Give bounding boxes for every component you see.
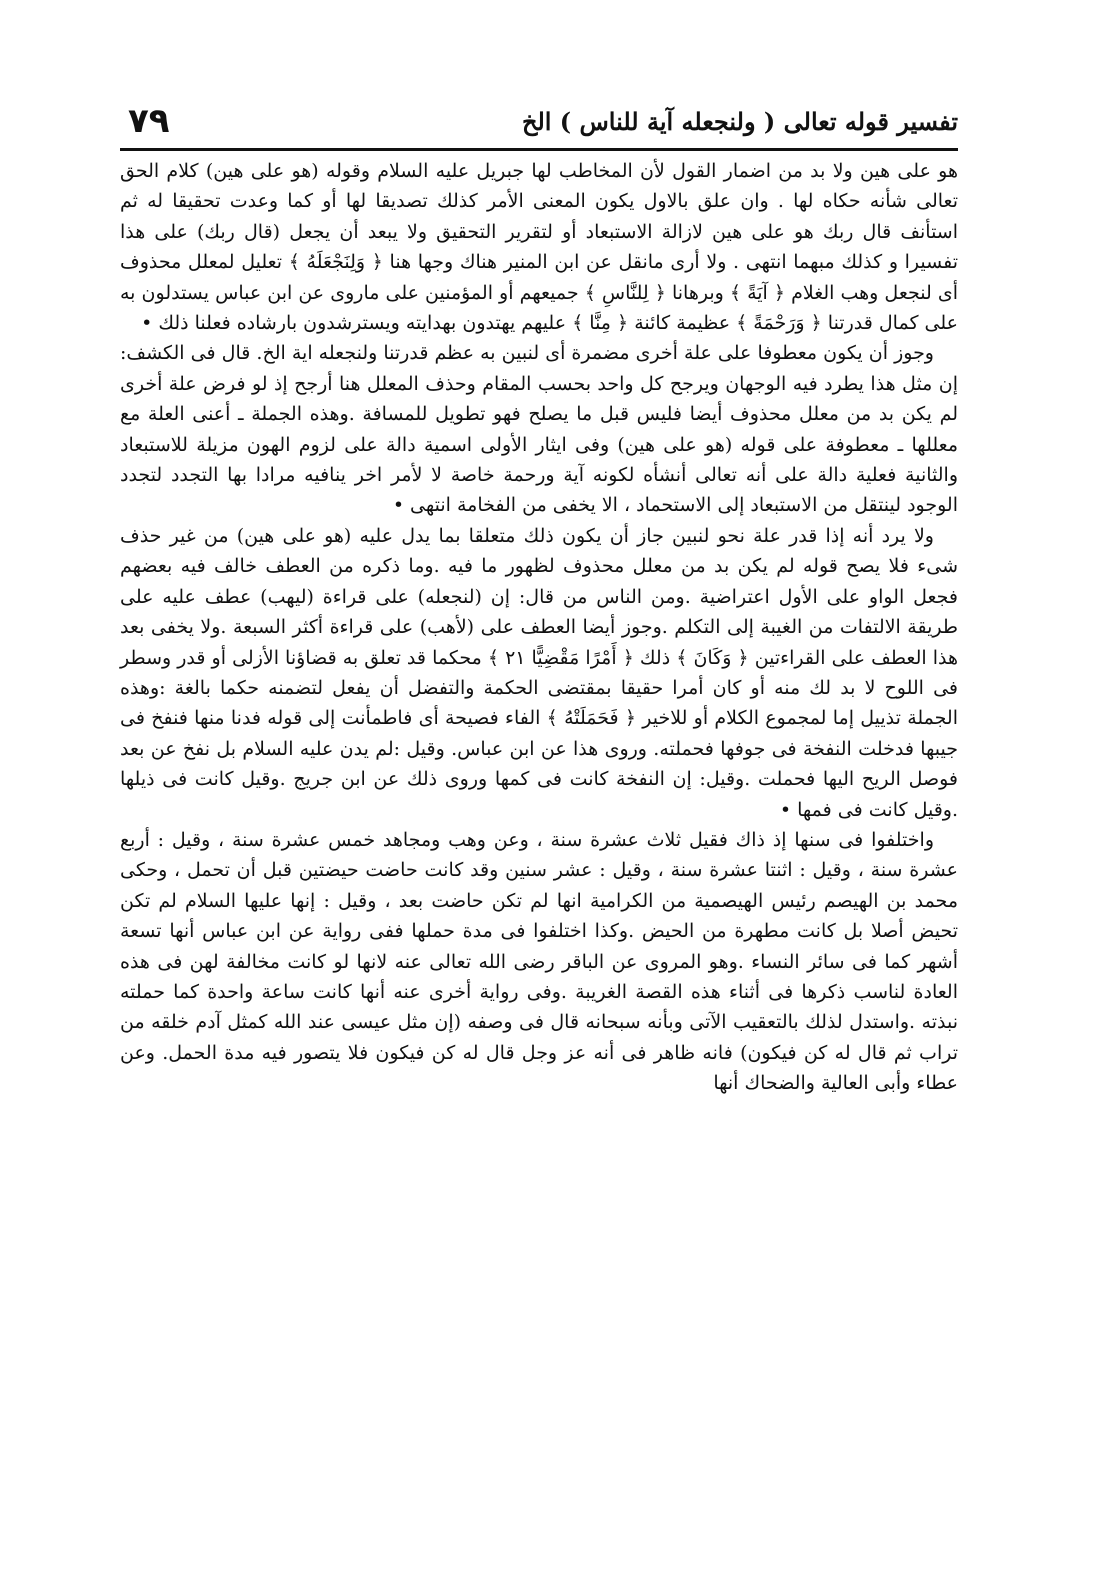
header-rule [120, 148, 958, 151]
page-header [128, 100, 958, 142]
paragraph-2: وجوز أن يكون معطوفا على علة أخرى مضمرة أى لنبين به عظم قدرتنا ولنجعله اية الخ. قال فى الكشف: إن مثل هذا يطرد فيه الوجهان ويرجح كل واحد بحسب المقام وحذف المعلل هنا أرجح إذ لو فرض علة أخرى لم يكن بد من معلل محذوف أيضا فليس قبل ما يصلح فهو تطويل للمسافة .وهذه الجملة ـ أعنى العلة مع معللها ـ معطوفة على قوله (هو على هين) وفى ايثار الأولى اسمية دالة على لزوم الهون مزيلة للاستبعاد والثانية فعلية دالة على أنه تعالى أنشأه لكونه آية ورحمة خاصة لا لأمر اخر ينافيه مرادا بها التجدد لتجدد الوجود لينتقل من الاستبعاد إلى الاستحماد ، الا يخفى من الفخامة انتهى • [120, 342, 958, 517]
running-title: تفسير قوله تعالى ( ولنجعله آية للناس ) الخ [521, 107, 958, 136]
body-text [120, 156, 958, 1099]
page-number: ٧٩ [128, 101, 170, 141]
paragraph-4: واختلفوا فى سنها إذ ذاك فقيل ثلاث عشرة سنة ، وعن وهب ومجاهد خمس عشرة سنة ، وقيل : أربع عشرة سنة ، وقيل : اثنتا عشرة سنة ، وقيل : عشر سنين وقد كانت حاضت حيضتين قبل أن تحمل ، وحكى محمد بن الهيصم رئيس الهيصمية من الكرامية انها لم تكن حاضت بعد ، وقيل : إنها عليها السلام لم تكن تحيض أصلا بل كانت مطهرة من الحيض .وكذا اختلفوا فى مدة حملها ففى رواية عن ابن عباس أنها تسعة أشهر كما فى سائر النساء .وهو المروى عن الباقر رضى الله تعالى عنه لانها لو كانت مخالفة لهن فى هذه العادة لناسب ذكرها فى أثناء هذه القصة الغريبة .وفى رواية أخرى عنه أنها كانت ساعة واحدة كما حملته نبذته .واستدل لذلك بالتعقيب الآتى وبأنه سبحانه قال فى وصفه (إن مثل عيسى عند الله كمثل آدم خلقه من تراب ثم قال له كن فيكون) فانه ظاهر فى أنه عز وجل قال له كن فيكون فلا يتصور فيه مدة الحمل. وعن عطاء وأبى العالية والضحاك أنها [120, 828, 959, 1095]
paragraph-3: ولا يرد أنه إذا قدر علة نحو لنبين جاز أن يكون ذلك متعلقا بما يدل عليه (هو على هين) من غير حذف شىء فلا يصح قوله لم يكن بد من معلل محذوف لظهور ما فيه .وما ذكره من العطف خالف فيه بعضهم فجعل الواو على الأول اعتراضية .ومن الناس من قال: إن (لنجعله) على قراءة (ليهب) عطف عليه على طريقة الالتفات من الغيبة إلى التكلم .وجوز أيضا العطف على (لأهب) على قراءة أكثر السبعة .ولا يخفى بعد هذا العطف على القراءتين ﴿ وَكَانَ ﴾ ذلك ﴿ أَمْرًا مَقْضِيًّا ٢١ ﴾ محكما قد تعلق به قضاؤنا الأزلى أو قدر وسطر فى اللوح لا بد لك منه أو كان أمرا حقيقا بمقتضى الحكمة والتفضل أن يفعل لتضمنه حكما بالغة :وهذه الجملة تذييل إما لمجموع الكلام أو للاخير ﴿ فَحَمَلَتْهُ ﴾ الفاء فصيحة أى فاطمأنت إلى قوله فدنا منها فنفخ فى جيبها فدخلت النفخة فى جوفها فحملته. وروى هذا عن ابن عباس. وقيل :لم يدن عليه السلام بل نفخ عن بعد فوصل الريح اليها فحملت .وقيل: إن النفخة كانت فى كمها وروى ذلك عن ابن جريج .وقيل كانت فى ذيلها .وقيل كانت فى فمها • [120, 524, 958, 821]
paragraph-1: هو على هين ولا بد من اضمار القول لأن المخاطب لها جبريل عليه السلام وقوله (هو على هين) كلام الحق تعالى شأنه حكاه لها . وان علق بالاول يكون المعنى الأمر كذلك تصديقا لها أو كما وعدت تحقيقا له ثم استأنف قال ربك هو على هين لازالة الاستبعاد أو لتقرير التحقيق ولا يبعد أن يجعل (قال ربك) على هذا تفسيرا و كذلك مبهما انتهى . ولا أرى مانقل عن ابن المنير هناك وجها هنا ﴿ وَلِنَجْعَلَهُ ﴾ تعليل لمعلل محذوف أى لنجعل وهب الغلام ﴿ آيَةً ﴾ وبرهانا ﴿ لِلنَّاسِ ﴾ جميعهم أو المؤمنين على ماروى عن ابن عباس يستدلون به على كمال قدرتنا ﴿ وَرَحْمَةً ﴾ عظيمة كائنة ﴿ مِنَّا ﴾ عليهم يهتدون بهدايته ويسترشدون بارشاده فعلنا ذلك • [120, 160, 958, 335]
